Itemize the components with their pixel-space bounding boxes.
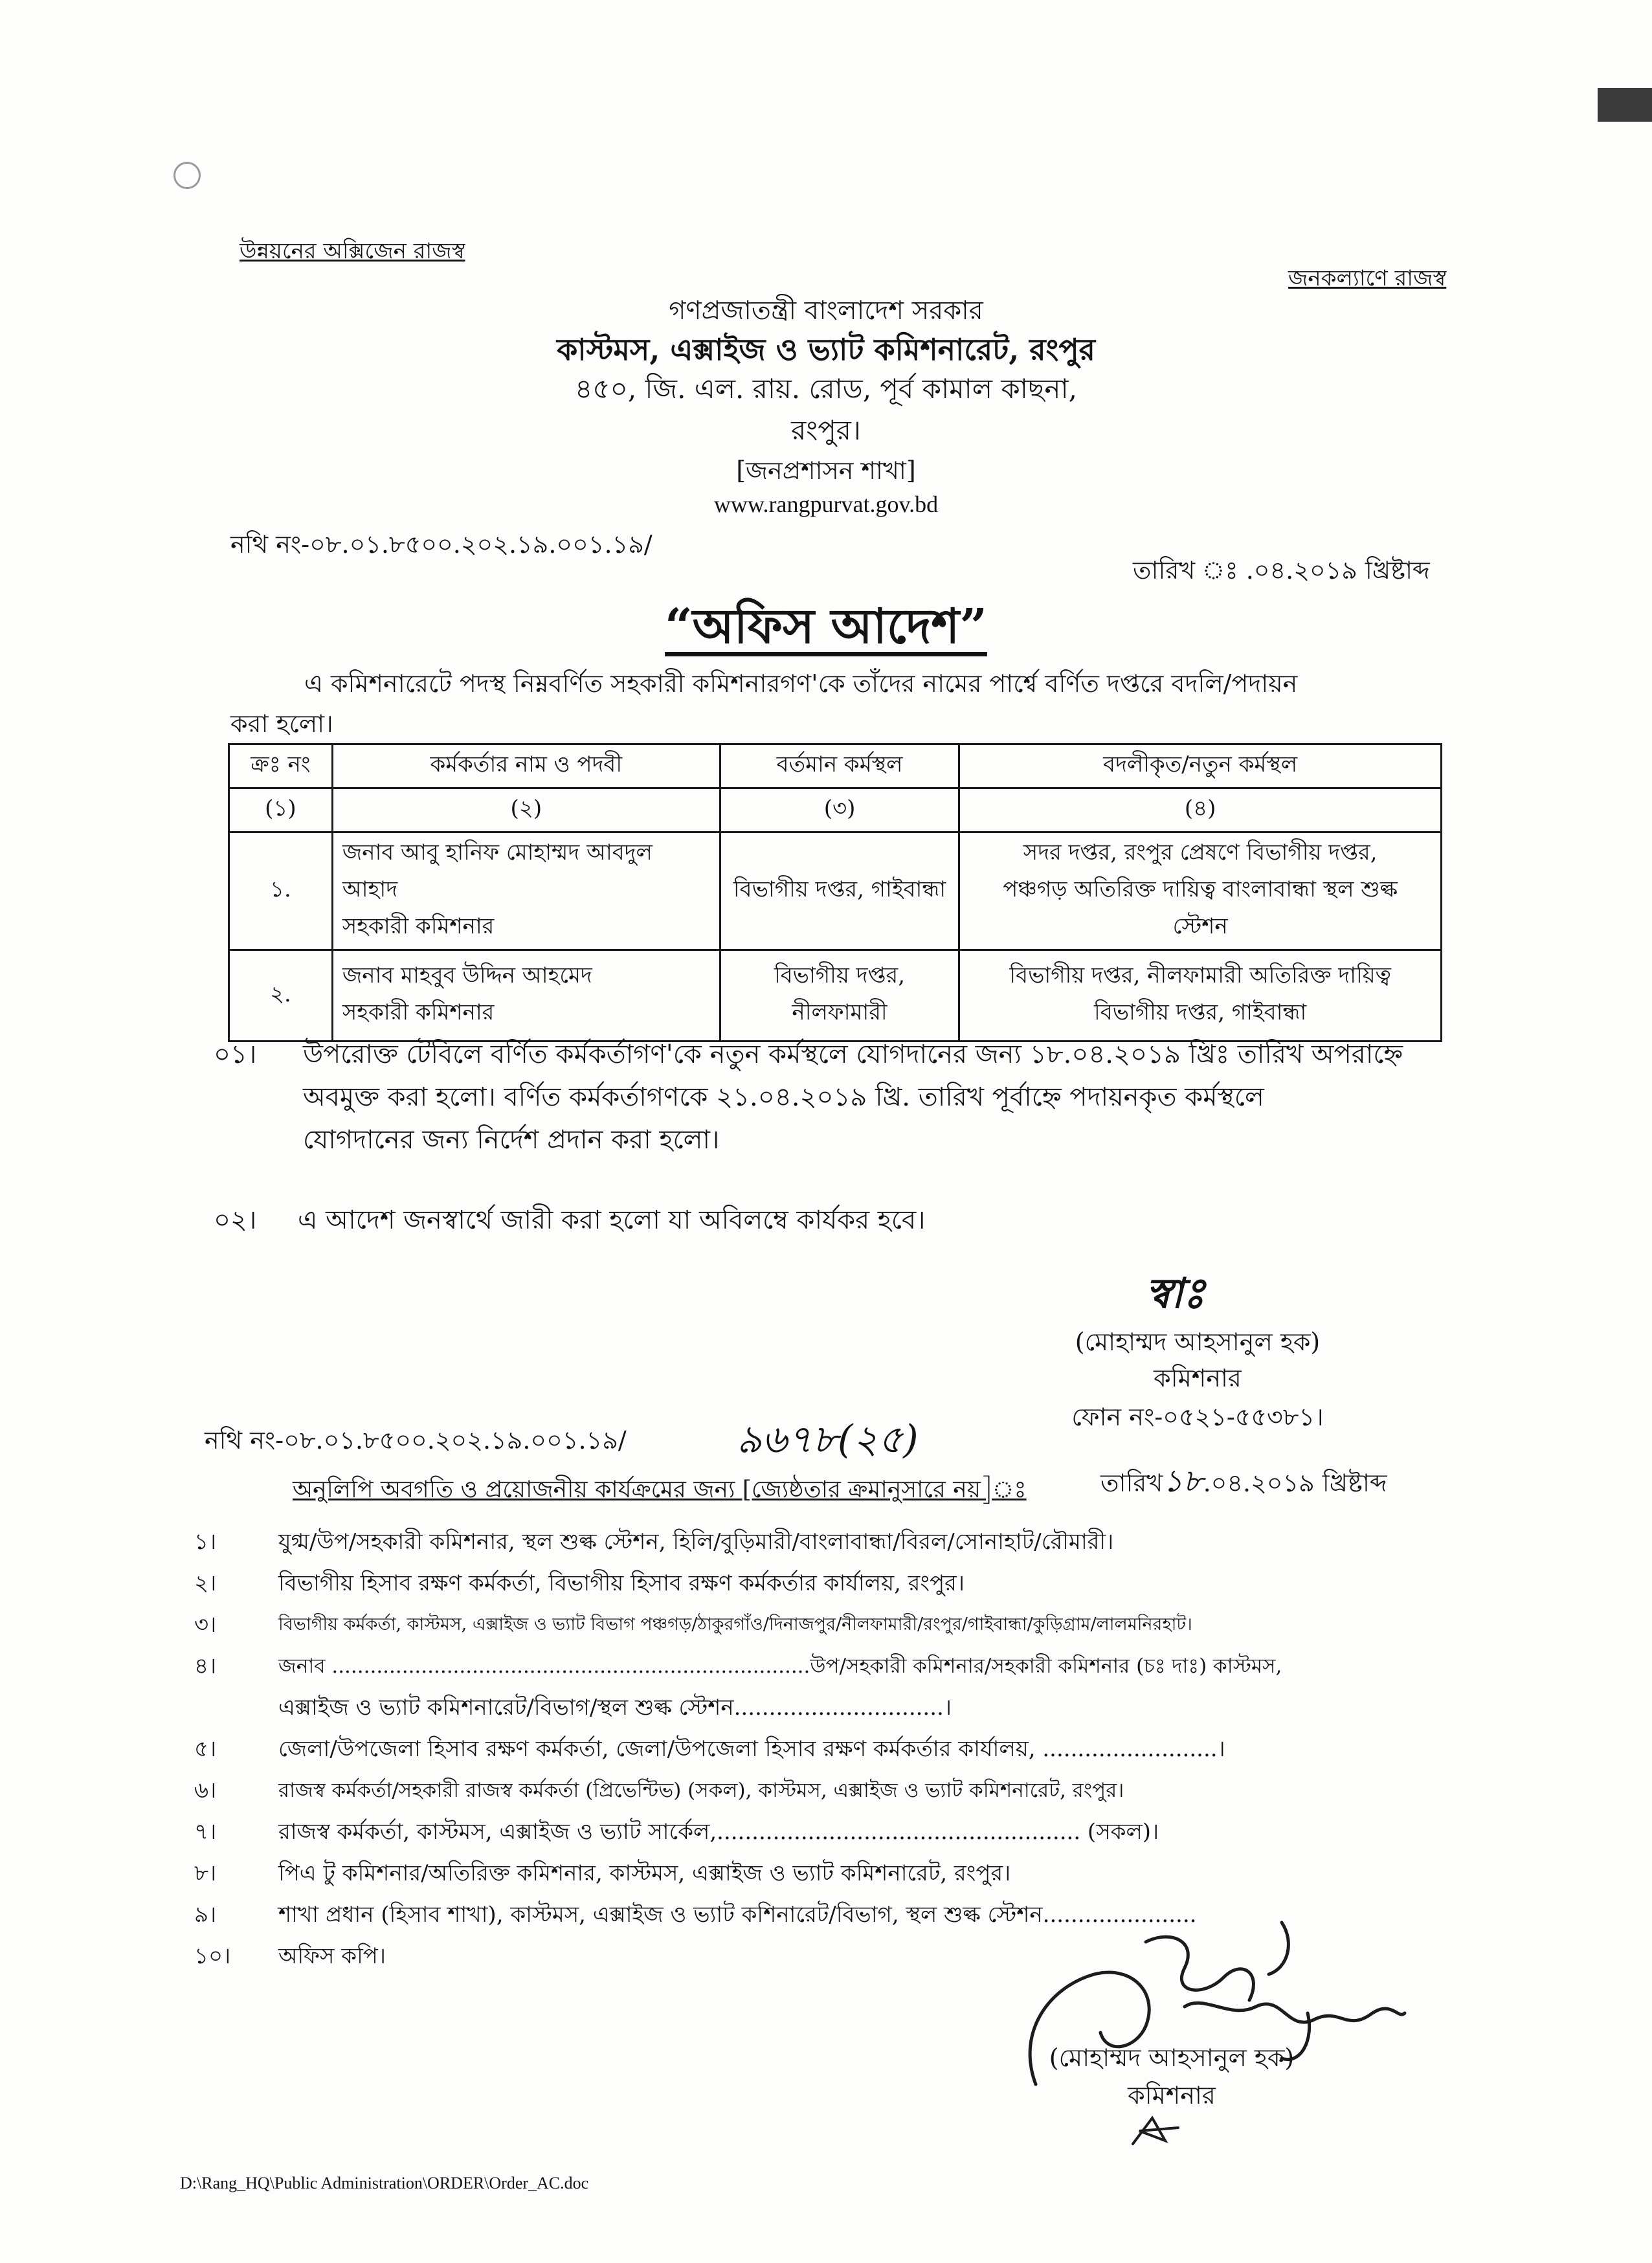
cc-item-number: ১০। — [194, 1943, 231, 1969]
memo-number: নথি নং-০৮.০১.৮৫০০.২০২.১৯.০০১.১৯/ — [230, 530, 653, 559]
row-current-station: বিভাগীয় দপ্তর, গাইবান্ধা — [720, 832, 959, 950]
row-new-station — [959, 950, 1442, 1042]
memo2-date-suffix: .০৪.২০১৯ খ্রিষ্টাব্দ — [1203, 1469, 1387, 1497]
office-name: কাস্টমস, এক্সাইজ ও ভ্যাট কমিশনারেট, রংপুর — [557, 332, 1095, 367]
cc-item-text: রাজস্ব কর্মকর্তা, কাস্টমস, এক্সাইজ ও ভ্যাট সার্কেল,.................................................... (সকল)। — [278, 1819, 1159, 1845]
signature-mark: স্বাঃ — [1146, 1269, 1205, 1318]
cc-item-text: জনাব ...........................................................................উপ/সহকারী কমিশনার/সহকারী কমিশনার (চঃ দাঃ) কাস্টমস, — [278, 1655, 1282, 1678]
col-number-1: (১) — [229, 788, 333, 832]
intro-line-2: করা হলো। — [230, 709, 333, 738]
col-number-2: (২) — [332, 788, 720, 832]
list-item — [194, 1853, 1463, 1894]
signatory2-designation: কমিশনার — [1128, 2081, 1216, 2110]
list-item — [194, 1687, 1463, 1728]
col-number-3: (৩) — [720, 788, 959, 832]
cc-item-text: যুগ্ম/উপ/সহকারী কমিশনার, স্থল শুল্ক স্টেশন, হিলি/বুড়িমারী/বাংলাবান্ধা/বিরল/সোনাহাট/রৌমারী। — [278, 1529, 1114, 1555]
header-current-station: বর্তমান কর্মস্থল — [720, 744, 959, 788]
slogan-left: উন্নয়নের অক্সিজেন রাজস্ব — [240, 238, 465, 264]
branch-name: [জনপ্রশাসন শাখা] — [736, 456, 916, 485]
officer-designation: সহকারী কমিশনার — [342, 999, 495, 1025]
header-new-station: বদলীকৃত/নতুন কর্মস্থল — [959, 744, 1442, 788]
new-station-line: সদর দপ্তর, রংপুর প্রেষণে বিভাগীয় দপ্তর, — [1023, 840, 1378, 865]
cc-item-text: অফিস কপি। — [278, 1943, 386, 1969]
list-item — [194, 1770, 1463, 1811]
signatory2-name: (মোহাম্মদ আহসানুল হক) — [1049, 2044, 1295, 2072]
row-officer — [332, 832, 720, 950]
header-serial: ক্রঃ নং — [229, 744, 333, 788]
transfer-table — [228, 743, 1442, 1042]
intro-line-1: এ কমিশনারেটে পদস্থ নিম্নবর্ণিত সহকারী কমিশনারগণ'কে তাঁদের নামের পার্শ্বে বর্ণিত দপ্তরে বদলি/পদায়ন — [304, 669, 1298, 698]
new-station-line: বিভাগীয় দপ্তর, নীলফামারী অতিরিক্ত দায়িত্ব — [1009, 963, 1391, 988]
paragraph-1-line-1: উপরোক্ত টেবিলে বর্ণিত কর্মকর্তাগণ'কে নতুন কর্মস্থলে যোগদানের জন্য ১৮.০৪.২০১৯ খ্রিঃ তারিখ অপরাহ্নে — [303, 1040, 1403, 1069]
paragraph-1-number: ০১। — [214, 1040, 257, 1069]
memo2-date-prefix: তারিখ — [1100, 1469, 1163, 1497]
cc-item-number: ৪। — [194, 1653, 217, 1679]
paragraph-1-line-2: অবমুক্ত করা হলো। বর্ণিত কর্মকর্তাগণকে ২১.০৪.২০১৯ খ্রি. তারিখ পূর্বাহ্নে পদায়নকৃত কর্মস্থলে — [303, 1082, 1264, 1112]
cc-item-text: শাখা প্রধান (হিসাব শাখা), কাস্টমস, এক্সাইজ ও ভ্যাট কশিনারেট/বিভাগ, স্থল শুল্ক স্টেশন...................... — [278, 1902, 1197, 1928]
list-item — [194, 1563, 1463, 1604]
signatory-name: (মোহাম্মদ আহসানুল হক) — [1075, 1328, 1321, 1356]
row-current-station: বিভাগীয় দপ্তর, নীলফামারী — [720, 950, 959, 1042]
list-item — [194, 1645, 1463, 1687]
new-station-line: স্টেশন — [1172, 913, 1228, 939]
cc-item-number: ৭। — [194, 1819, 217, 1845]
slogan-right: জনকল্যাণে রাজস্ব — [1288, 265, 1447, 291]
cc-heading: অনুলিপি অবগতি ও প্রয়োজনীয় কার্যক্রমের জন্য [জ্যেষ্ঠতার ক্রমানুসারে নয়]ঃ — [293, 1477, 1027, 1503]
scan-edge-mark — [1598, 88, 1652, 122]
memo2-number: নথি নং-০৮.০১.৮৫০০.২০২.১৯.০০১.১৯/ — [205, 1426, 627, 1455]
paragraph-2-number: ০২। — [214, 1205, 257, 1235]
footer-file-path: D:\Rang_HQ\Public Administration\ORDER\Order_AC.doc — [180, 2174, 589, 2192]
address-line-2: রংপুর। — [791, 414, 861, 446]
cc-item-number: ৮। — [194, 1860, 217, 1886]
list-item — [194, 1728, 1463, 1770]
signatory-designation: কমিশনার — [1154, 1364, 1242, 1392]
list-item — [194, 1811, 1463, 1853]
cc-item-number: ৬। — [194, 1778, 217, 1803]
cc-item-number: ৯। — [194, 1902, 217, 1928]
paragraph-2-text: এ আদেশ জনস্বার্থে জারী করা হলো যা অবিলম্বে কার্যকর হবে। — [298, 1205, 926, 1235]
memo2-handwritten-number: ৯৬৭৮(২৫) — [737, 1417, 919, 1462]
memo2-date — [1100, 1458, 1387, 1509]
new-station-line: বিভাগীয় দপ্তর, গাইবান্ধা — [1094, 999, 1307, 1025]
officer-name: জনাব আবু হানিফ মোহাম্মদ আবদুল আহাদ — [342, 840, 653, 902]
header-officer: কর্মকর্তার নাম ও পদবী — [332, 744, 720, 788]
officer-designation: সহকারী কমিশনার — [342, 913, 495, 939]
officer-name: জনাব মাহবুব উদ্দিন আহমেদ — [342, 963, 592, 988]
row-officer — [332, 950, 720, 1042]
initial-mark — [1126, 2112, 1185, 2150]
government-name: গণপ্রজাতন্ত্রী বাংলাদেশ সরকার — [669, 296, 983, 326]
table-row — [229, 950, 1442, 1042]
list-item — [194, 1521, 1463, 1563]
website-link[interactable]: www.rangpurvat.gov.bd — [713, 491, 939, 517]
cc-item-text: বিভাগীয় কর্মকর্তা, কাস্টমস, এক্সাইজ ও ভ্যাট বিভাগ পঞ্চগড়/ঠাকুরগাঁও/দিনাজপুর/নীলফামারী/রংপুর/গাইবান্ধা/কুড়িগ্রাম/লালমনিরহাট। — [278, 1614, 1192, 1634]
table-header-row — [229, 744, 1442, 788]
table-row — [229, 832, 1442, 950]
cc-item-text: পিএ টু কমিশনার/অতিরিক্ত কমিশনার, কাস্টমস, এক্সাইজ ও ভ্যাট কমিশনারেট, রংপুর। — [278, 1860, 1011, 1886]
memo-date: তারিখ ঃ .০৪.২০১৯ খ্রিষ্টাব্দ — [1133, 556, 1430, 585]
cc-item-text: রাজস্ব কর্মকর্তা/সহকারী রাজস্ব কর্মকর্তা (প্রিভেন্টিভ) (সকল), কাস্টমস, এক্সাইজ ও ভ্যাট কমিশনারেট, রংপুর। — [278, 1779, 1124, 1802]
row-new-station — [959, 832, 1442, 950]
signatory-phone: ফোন নং-০৫২১-৫৫৩৮১। — [1071, 1403, 1324, 1431]
row-serial: ২. — [229, 950, 333, 1042]
scan-hole-punch — [173, 162, 201, 189]
new-station-line: পঞ্চগড় অতিরিক্ত দায়িত্ব বাংলাবান্ধা স্থল শুল্ক — [1003, 876, 1398, 902]
cc-item-text: এক্সাইজ ও ভ্যাট কমিশনারেট/বিভাগ/স্থল শুল্ক স্টেশন..............................। — [278, 1695, 952, 1721]
table-column-number-row — [229, 788, 1442, 832]
cc-item-number: ২। — [194, 1570, 217, 1596]
cc-item-text: জেলা/উপজেলা হিসাব রক্ষণ কর্মকর্তা, জেলা/উপজেলা হিসাব রক্ষণ কর্মকর্তার কার্যালয়, .........................। — [278, 1736, 1225, 1762]
cc-item-number: ৫। — [194, 1736, 217, 1762]
document-title: “অফিস আদেশ” — [665, 599, 987, 654]
paragraph-1-line-3: যোগদানের জন্য নির্দেশ প্রদান করা হলো। — [303, 1125, 720, 1155]
address-line-1: ৪৫০, জি. এল. রায়. রোড, পূর্ব কামাল কাছনা, — [575, 373, 1077, 405]
col-number-4: (৪) — [959, 788, 1442, 832]
row-serial: ১. — [229, 832, 333, 950]
list-item — [194, 1604, 1463, 1645]
cc-item-number: ৩। — [194, 1612, 217, 1638]
cc-item-text: বিভাগীয় হিসাব রক্ষণ কর্মকর্তা, বিভাগীয় হিসাব রক্ষণ কর্মকর্তার কার্যালয়, রংপুর। — [278, 1570, 965, 1596]
memo2-handwritten-day: ১৮ — [1163, 1463, 1203, 1499]
cc-item-number: ১। — [194, 1529, 217, 1555]
